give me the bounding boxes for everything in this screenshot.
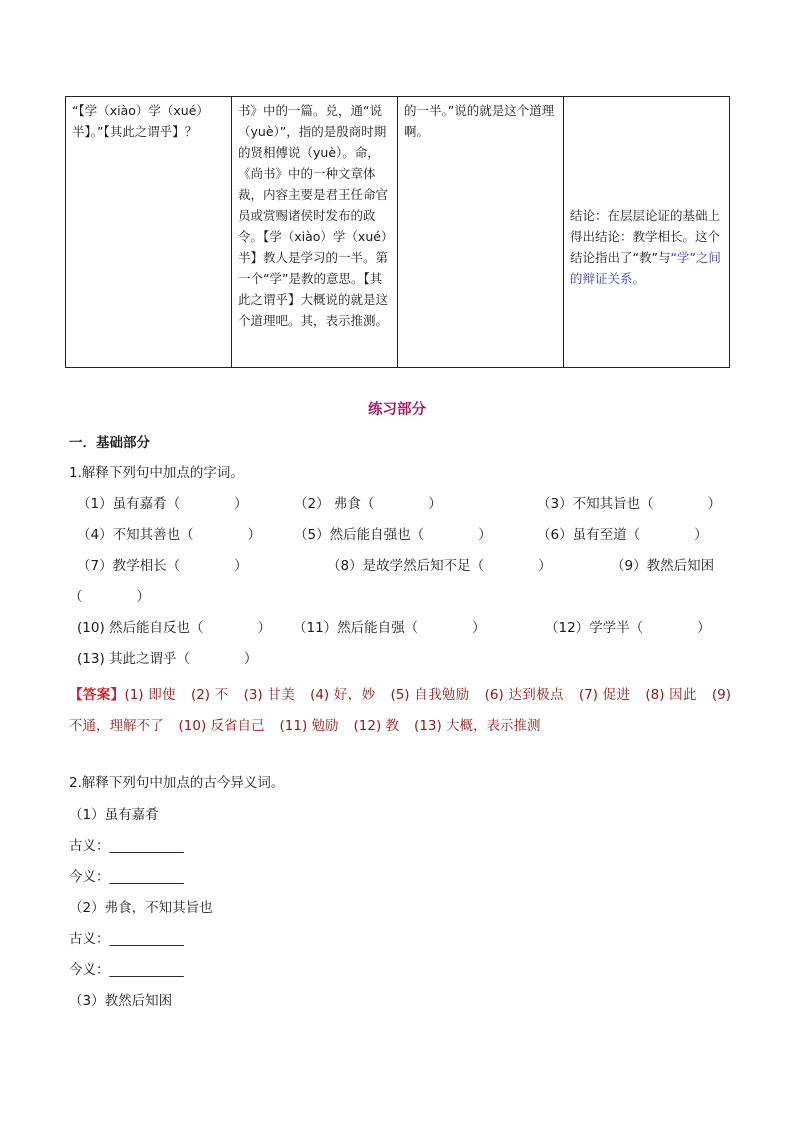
q1-prompt: 1.解释下列句中加点的字词。 xyxy=(69,465,244,481)
q2-sub1: （1）虽有嘉肴 xyxy=(69,807,159,823)
list-item: （11）然后能自强（ ） xyxy=(293,620,486,636)
table-cell-meaning: 的一半。”说的就是这个道理啊。 xyxy=(398,97,564,368)
part1-heading: 一．基础部分 xyxy=(69,435,150,451)
list-item: （5）然后能自强也（ ） xyxy=(294,527,492,543)
answer-item: (10) 反省自己 xyxy=(178,718,265,734)
answer-item: (8) 因此 xyxy=(645,687,697,703)
answer-item: (13) 大概，表示推测 xyxy=(414,718,541,734)
q2-sub3: （3）教然后知困 xyxy=(69,993,173,1009)
q1-row-5 xyxy=(69,649,258,669)
table-cell-text: “【学（xiào）学（xué）半】。”【其此之谓乎】？ xyxy=(66,97,232,368)
list-item: （6）虽有至道（ ） xyxy=(537,527,708,543)
q2-prompt: 2.解释下列句中加点的古今异义词。 xyxy=(69,775,285,791)
list-item: (13) 其此之谓乎（ ） xyxy=(77,651,258,667)
conclusion-highlight: “学”之间的辩证关系。 xyxy=(570,250,721,286)
conclusion-text: 结论：在层层论证的基础上得出结论：教学相长。这个结论指出了“教”与 xyxy=(570,208,721,265)
q2-sub1-new: 今义：___________ xyxy=(69,869,184,885)
list-item: （3）不知其旨也（ ） xyxy=(537,496,722,512)
list-item: （4）不知其善也（ ） xyxy=(77,527,262,543)
list-item: （12）学学半（ ） xyxy=(545,620,711,636)
answer-tag: 【答案】 xyxy=(69,687,125,703)
q2-sub1-old: 古义：___________ xyxy=(69,838,184,854)
answer-item: (3) 甘美 xyxy=(243,687,296,703)
list-item: （1）虽有嘉肴（ ） xyxy=(77,496,248,512)
list-item: （9）教然后知困 xyxy=(611,558,715,574)
q2-sub2-old: 古义：___________ xyxy=(69,931,184,947)
answer-item: (5) 自我勉励 xyxy=(390,687,470,703)
q2-sub2-new: 今义：___________ xyxy=(69,962,184,978)
answer-item: (11) 勉励 xyxy=(279,718,339,734)
answer-block xyxy=(69,680,731,742)
answer-item: (6) 达到极点 xyxy=(484,687,564,703)
answer-item: (12) 教 xyxy=(353,718,400,734)
table-cell-conclusion xyxy=(564,97,730,368)
table-cell-translation: 书》中的一篇。兑，通“说（yuè）”，指的是殷商时期的贤相傅说（yuè）。命，《尚书》中的一种文章体裁，内容主要是君王任命官员或赏赐诸侯时发布的政令。【学（xiào）学（xué）半】教人是学习的一半。第一个“学”是教的意思。【其此之谓乎】大概说的就是这个道理吧。其，表示推测。 xyxy=(232,97,398,368)
notes-table xyxy=(65,96,730,368)
section-title: 练习部分 xyxy=(368,402,426,418)
list-item: （7）教学相长（ ） xyxy=(77,558,248,574)
list-item: （2） 弗食（ ） xyxy=(294,496,442,512)
q1-row-3-wrap: （ ） xyxy=(69,589,150,605)
answer-item: (9) 不通，理解不了 xyxy=(69,687,731,734)
answer-item: (2) 不 xyxy=(190,687,229,703)
answer-item: (7) 促进 xyxy=(578,687,631,703)
q2-sub2: （2）弗食，不知其旨也 xyxy=(69,900,213,916)
answer-item: (4) 好，妙 xyxy=(310,687,376,703)
list-item: （8）是故学然后知不足（ ） xyxy=(327,558,552,574)
answer-item: (1) 即使 xyxy=(124,687,176,703)
list-item: (10) 然后能自反也（ ） xyxy=(77,620,272,636)
